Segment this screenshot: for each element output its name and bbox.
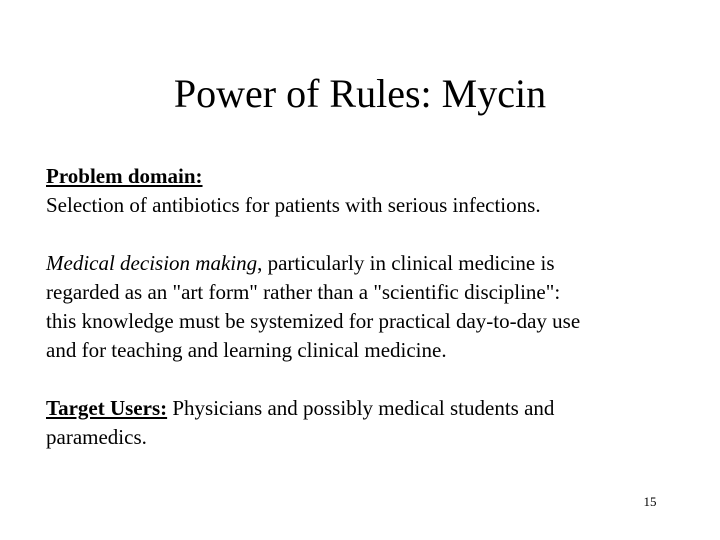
slide-body bbox=[46, 162, 686, 452]
medical-decision-section bbox=[46, 249, 686, 365]
medical-decision-line-3: this knowledge must be systemized for practical day-to-day use bbox=[46, 309, 581, 333]
slide-title: Power of Rules: Mycin bbox=[173, 71, 547, 116]
medical-decision-emphasis: Medical decision making bbox=[46, 251, 258, 275]
problem-domain-section bbox=[46, 162, 686, 220]
problem-domain-heading: Problem domain: bbox=[46, 164, 203, 188]
page-number: 15 bbox=[643, 494, 657, 509]
target-users-heading: Target Users: bbox=[46, 396, 168, 420]
paragraph-gap bbox=[46, 365, 686, 394]
medical-decision-line-1: , particularly in clinical medicine is bbox=[257, 251, 555, 275]
medical-decision-line-2: regarded as an "art form" rather than a "scientific discipline": bbox=[46, 280, 561, 304]
paragraph-gap bbox=[46, 220, 686, 249]
problem-domain-text: Selection of antibiotics for patients with serious infections. bbox=[46, 193, 541, 217]
target-users-line-2: paramedics. bbox=[46, 425, 147, 449]
target-users-section bbox=[46, 394, 686, 452]
medical-decision-line-4: and for teaching and learning clinical medicine. bbox=[46, 338, 447, 362]
target-users-line-1: Physicians and possibly medical students and bbox=[167, 396, 555, 420]
